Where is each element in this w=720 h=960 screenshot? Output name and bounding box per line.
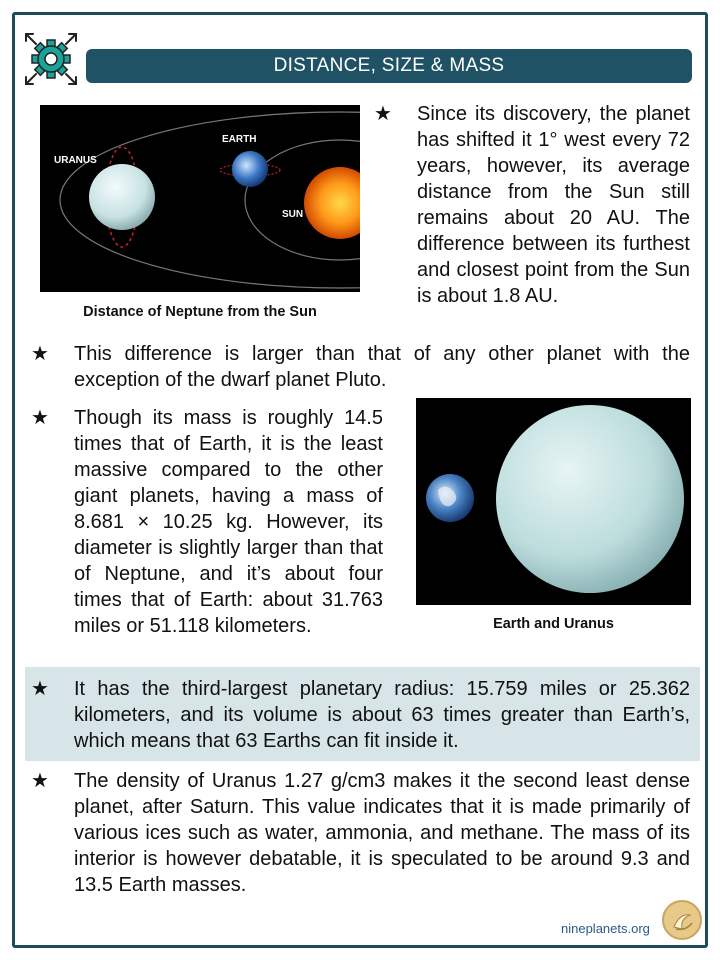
orbit-diagram-image [40, 105, 360, 292]
uranus-label: URANUS [54, 155, 97, 166]
earth-label: EARTH [222, 134, 257, 145]
sun-label: SUN [282, 209, 304, 220]
section-title: DISTANCE, SIZE & MASS [86, 49, 692, 83]
bullet-star-icon: ★ [31, 770, 49, 792]
nineplanets-logo-icon [661, 899, 703, 941]
paragraph-radius: It has the third-largest planetary radius: 15.759 miles or 25.362 kilometers, and its volume is about 63 times greater than Earth’s, which means that 63 Earths can fit inside it. [74, 678, 690, 752]
paragraph-mass: Though its mass is roughly 14.5 times that of Earth, it is the least massive compared to the other giant planets, having a mass of 8.681 × 10.25 kg. However, its diameter is slightly larger than that of Neptune, and it’s about four times that of Earth: about 31.763 miles or 51.118 kilometers. [74, 407, 383, 637]
paragraph-difference: This difference is larger than that of any other planet with the exception of the dwarf planet Pluto. [74, 343, 690, 391]
figure1-caption: Distance of Neptune from the Sun [83, 304, 317, 320]
bullet-star-icon: ★ [31, 678, 49, 700]
bullet-star-icon: ★ [31, 407, 49, 429]
bullet-star-icon: ★ [31, 343, 49, 365]
footer-site-link[interactable]: nineplanets.org [561, 921, 650, 936]
paragraph-density: The density of Uranus 1.27 g/cm3 makes it the second least dense planet, after Saturn. This value indicates that it is made primarily of various ices such as water, ammonia, and methane. The mass of its interior is however debatable, it is speculated to be around 9.3 and 13.5 Earth masses. [74, 770, 690, 896]
figure2-caption: Earth and Uranus [493, 616, 614, 632]
paragraph-distance: Since its discovery, the planet has shifted it 1° west every 72 years, however, its average distance from the Sun still remains about 20 AU. The difference between its furthest and closest point from the Sun is about 1.8 AU. [417, 103, 690, 307]
earth-uranus-image [416, 398, 691, 605]
gear-icon [22, 30, 80, 88]
bullet-star-icon: ★ [374, 103, 392, 125]
